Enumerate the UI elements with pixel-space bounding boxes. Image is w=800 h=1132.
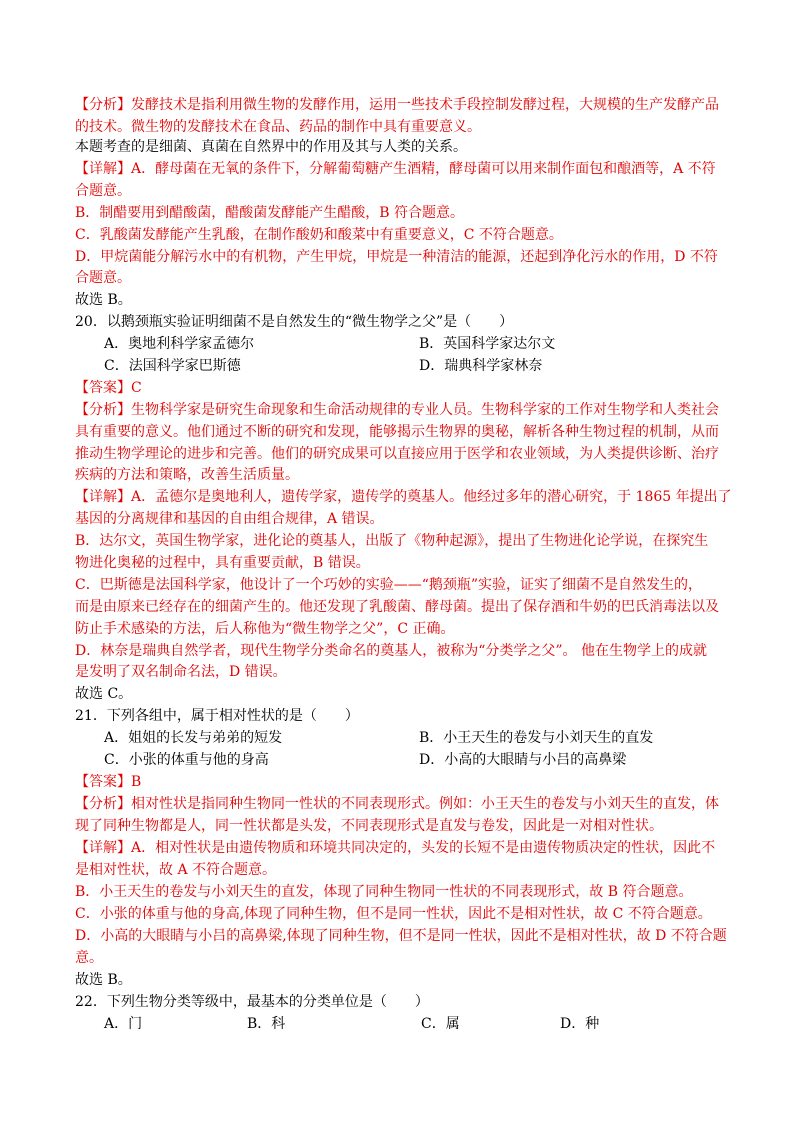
- q20-answer: 【答案】C: [75, 380, 142, 396]
- q20-analysis-line-1: 【分析】生物科学家是研究生命现象和生命活动规律的专业人员。生物科学家的工作对生物学和人类社会: [75, 402, 719, 418]
- q21-detail-line-6: 意。: [75, 950, 103, 966]
- q21-stem: 21．下列各组中，属于相对性状的是（ ）: [75, 708, 359, 724]
- q21-analysis-line-1: 【分析】相对性状是指同种生物同一性状的不同表现形式。例如：小王天生的卷发与小刘天生的直发，体: [75, 796, 719, 812]
- q22-option-d: D．种: [560, 1016, 600, 1032]
- q21-option-c: C．小张的体重与他的身高: [104, 752, 269, 768]
- analysis-tag: 【分析】: [75, 97, 131, 113]
- q20-detail-line-5: C．巴斯德是法国科学家，他设计了一个巧妙的实验——“鹅颈瓶”实验，证实了细菌不是自然发生的，: [75, 577, 703, 593]
- q19-detail-line-4: C．乳酸菌发酵能产生乳酸，在制作酸奶和酸菜中有重要意义，C 不符合题意。: [75, 227, 563, 243]
- analysis-tag: 【分析】: [75, 402, 131, 418]
- q20-detail-line-4: 物进化奥秘的过程中，具有重要贡献，B 错误。: [75, 555, 370, 571]
- q22-stem: 22．下列生物分类等级中，最基本的分类单位是（ ）: [75, 994, 429, 1010]
- q19-analysis-line-2: 的技术。微生物的发酵技术在食品、药品的制作中具有重要意义。: [75, 119, 481, 135]
- q20-detail-line-9: 是发明了双名制命名法，D 错误。: [75, 664, 287, 680]
- analysis-tag: 【分析】: [75, 796, 131, 812]
- q22-option-a: A．门: [104, 1016, 143, 1032]
- q19-detail-line-3: B．制醋要用到醋酸菌，醋酸菌发酵能产生醋酸，B 符合题意。: [75, 205, 465, 221]
- q19-detail-line-6: 合题意。: [75, 270, 131, 286]
- q20-analysis-line-3: 推动生物学理论的进步和完善。他们的研究成果可以直接应用于医学和农业领域，为人类提供诊断、治疗: [75, 446, 719, 462]
- q20-option-d: D．瑞典科学家林奈: [419, 358, 543, 374]
- q21-detail-line-1: 【详解】A．相对性状是由遗传物质和环境共同决定的，头发的长短不是由遗传物质决定的性状，因此不: [75, 840, 716, 856]
- q21-detail-line-3: B．小王天生的卷发与小刘天生的直发，体现了同种生物同一性状的不同表现形式，故 B 符合题意。: [75, 884, 693, 900]
- q19-detail-line-2: 合题意。: [75, 183, 131, 199]
- q20-analysis-line-4: 疾病的方法和策略，改善生活质量。: [75, 467, 299, 483]
- q21-option-d: D．小高的大眼睛与小吕的高鼻梁: [419, 752, 627, 768]
- q19-detail-line-5: D．甲烷菌能分解污水中的有机物，产生甲烷，甲烷是一种清洁的能源，还起到净化污水的作用，D 不符: [75, 249, 718, 265]
- q21-option-b: B．小王天生的卷发与小刘天生的直发: [419, 730, 654, 746]
- q21-detail-line-2: 是相对性状，故 A 不符合题意。: [75, 862, 277, 878]
- q20-detail-line-2: 基因的分离规律和基因的自由组合规律，A 错误。: [75, 511, 384, 527]
- q20-conclusion: 故选 C。: [75, 686, 133, 702]
- detail-tag: 【详解】: [75, 489, 131, 505]
- q21-detail-line-4: C．小张的体重与他的身高,体现了同种生物，但不是同一性状，因此不是相对性状，故 C 不符合题意。: [75, 906, 712, 922]
- q20-detail-line-8: D．林奈是瑞典自然学者，现代生物学分类命名的奠基人，被称为“分类学之父”。 他在生物学上的成就: [75, 643, 707, 659]
- q22-option-b: B．科: [247, 1016, 286, 1032]
- q20-detail-line-6: 而是由原来已经存在的细菌产生的。他还发现了乳酸菌、酵母菌。提出了保存酒和牛奶的巴氏消毒法以及: [75, 599, 719, 615]
- q20-option-b: B．英国科学家达尔文: [419, 336, 556, 352]
- q20-stem: 20．以鹅颈瓶实验证明细菌不是自然发生的“微生物学之父”是（ ）: [75, 314, 514, 330]
- q20-option-c: C．法国科学家巴斯德: [104, 358, 241, 374]
- q22-option-c: C．属: [421, 1016, 460, 1032]
- q21-analysis-line-2: 现了同种生物都是人，同一性状都是头发，不同表现形式是直发与卷发，因此是一对相对性状。: [75, 818, 663, 834]
- detail-tag: 【详解】: [75, 161, 131, 177]
- q20-option-a: A．奥地利科学家孟德尔: [104, 336, 255, 352]
- q19-detail-line-1: 【详解】A．酵母菌在无氧的条件下，分解葡萄糖产生酒精，酵母菌可以用来制作面包和酿酒等，A 不符: [75, 161, 716, 177]
- q19-note: 本题考查的是细菌、真菌在自然界中的作用及其与人类的关系。: [75, 139, 467, 155]
- q19-analysis-line-1: 【分析】发酵技术是指利用微生物的发酵作用，运用一些技术手段控制发酵过程，大规模的生产发酵产品: [75, 97, 719, 113]
- q20-analysis-line-2: 具有重要的意义。他们通过不断的研究和发现，能够揭示生物界的奥秘，解析各种生物过程的机制，从而: [75, 424, 719, 440]
- detail-tag: 【详解】: [75, 840, 131, 856]
- q21-answer: 【答案】B: [75, 774, 142, 790]
- q20-detail-line-3: B．达尔文，英国生物学家，进化论的奠基人，出版了《物种起源》，提出了生物进化论学说，在探究生: [75, 533, 709, 549]
- q21-detail-line-5: D．小高的大眼睛与小吕的高鼻梁,体现了同种生物，但不是同一性状，因此不是相对性状，故 D 不符合题: [75, 928, 727, 944]
- q20-detail-line-1: 【详解】A．孟德尔是奥地利人，遗传学家，遗传学的奠基人。他经过多年的潜心研究，于 1865 年提出了: [75, 489, 732, 505]
- q21-option-a: A．姐姐的长发与弟弟的短发: [104, 730, 283, 746]
- q21-conclusion: 故选 B。: [75, 972, 132, 988]
- q20-detail-line-7: 防止手术感染的方法，后人称他为“微生物学之父”，C 正确。: [75, 621, 455, 637]
- q19-conclusion: 故选 B。: [75, 292, 132, 308]
